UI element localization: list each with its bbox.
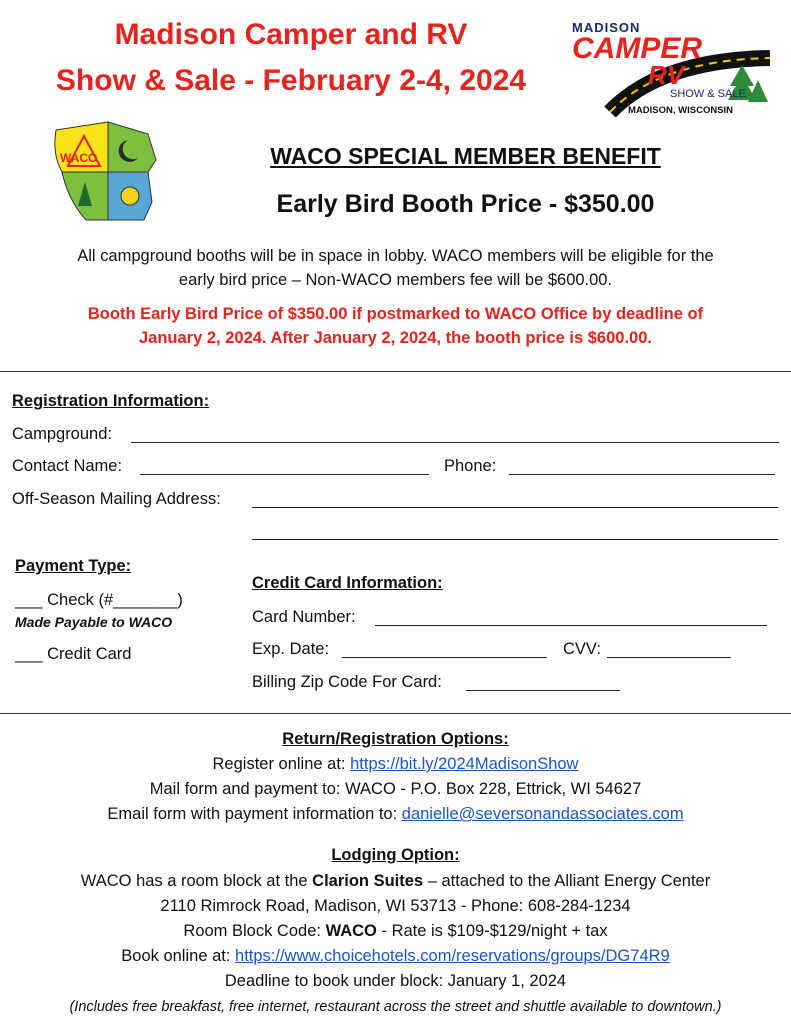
payment-type-heading: Payment Type: [15, 557, 132, 575]
card-number-label: Card Number: [252, 608, 356, 626]
room-block-code: WACO [325, 922, 377, 940]
mailing-address-field-1[interactable] [252, 507, 778, 508]
check-option[interactable]: ___ Check (#_______) [15, 591, 183, 609]
book-online-line [20, 944, 771, 968]
contact-name-field[interactable] [140, 474, 429, 475]
exp-date-field[interactable] [342, 657, 547, 658]
mailing-address-field-2[interactable] [252, 539, 778, 540]
card-number-field[interactable] [375, 625, 767, 626]
campground-label: Campground: [12, 425, 112, 443]
lodging-note: (Includes free breakfast, free internet, restaurant across the street and shuttle available to downtown.) [69, 999, 722, 1015]
contact-name-label: Contact Name: [12, 457, 123, 475]
lodging-line1-suffix: – attached to the Alliant Energy Center [423, 872, 711, 890]
registration-heading: Registration Information: [12, 392, 210, 410]
cvv-field[interactable] [607, 657, 731, 658]
member-benefit-heading: WACO SPECIAL MEMBER BENEFIT [270, 143, 661, 169]
logo-rv-text: RV [648, 60, 685, 90]
hotel-name: Clarion Suites [312, 872, 424, 890]
email-form-prefix: Email form with payment information to: [107, 805, 402, 823]
return-options-heading: Return/Registration Options: [282, 730, 509, 748]
section-divider-bottom [0, 713, 791, 714]
intro-line-1: All campground booths will be in space in lobby. WACO members will be eligible for the [77, 247, 714, 265]
deadline-line-2: January 2, 2024. After January 2, 2024, the booth price is $600.00. [139, 329, 652, 347]
early-bird-price-heading: Early Bird Booth Price - $350.00 [276, 190, 655, 218]
intro-line-2: early bird price – Non-WACO members fee will be $600.00. [178, 271, 613, 289]
lodging-line-1 [20, 869, 771, 893]
section-divider-top [0, 371, 791, 372]
book-online-prefix: Book online at: [121, 947, 236, 965]
credit-card-heading: Credit Card Information: [252, 574, 443, 592]
show-title-line2: Show & Sale - February 2-4, 2024 [55, 64, 527, 97]
waco-logo-text: WACO [60, 151, 98, 165]
check-payable-note: Made Payable to WACO [15, 614, 173, 630]
lodging-line1-prefix: WACO has a room block at the [80, 872, 313, 890]
billing-zip-label: Billing Zip Code For Card: [252, 673, 442, 691]
email-form-line [20, 802, 771, 826]
credit-card-option[interactable]: ___ Credit Card [15, 645, 132, 663]
mailing-address-label: Off-Season Mailing Address: [12, 490, 221, 508]
room-block-prefix: Room Block Code: [183, 922, 326, 940]
campground-field[interactable] [131, 442, 779, 443]
logo-camper-text: CAMPER [572, 32, 703, 65]
email-link[interactable]: danielle@seversonandassociates.com [401, 805, 684, 823]
billing-zip-field[interactable] [466, 690, 620, 691]
phone-field[interactable] [509, 474, 775, 475]
waco-logo [48, 120, 168, 225]
cvv-label: CVV: [563, 640, 601, 658]
mail-form-line: Mail form and payment to: WACO - P.O. Box 228, Ettrick, WI 54627 [149, 780, 642, 798]
logo-show-sale-text: SHOW & SALE [670, 88, 746, 100]
room-block-line [20, 919, 771, 943]
registration-link[interactable]: https://bit.ly/2024MadisonShow [350, 755, 579, 773]
show-title-line1: Madison Camper and RV [114, 18, 468, 51]
room-block-suffix: - Rate is $109-$129/night + tax [376, 922, 608, 940]
booking-deadline-line: Deadline to book under block: January 1, 2024 [224, 972, 567, 990]
phone-label: Phone: [444, 457, 497, 475]
deadline-line-1: Booth Early Bird Price of $350.00 if postmarked to WACO Office by deadline of [87, 305, 704, 323]
register-online-line [20, 752, 771, 776]
camper-rv-show-logo [570, 20, 770, 122]
lodging-heading: Lodging Option: [331, 846, 460, 864]
logo-location-text: MADISON, WISCONSIN [628, 105, 734, 116]
lodging-address-line: 2110 Rimrock Road, Madison, WI 53713 - Phone: 608-284-1234 [160, 897, 631, 915]
exp-date-label: Exp. Date: [252, 640, 330, 658]
logo-madison-text: MADISON [572, 20, 641, 35]
register-online-prefix: Register online at: [212, 755, 351, 773]
hotel-booking-link[interactable]: https://www.choicehotels.com/reservations/groups/DG74R9 [235, 947, 670, 965]
